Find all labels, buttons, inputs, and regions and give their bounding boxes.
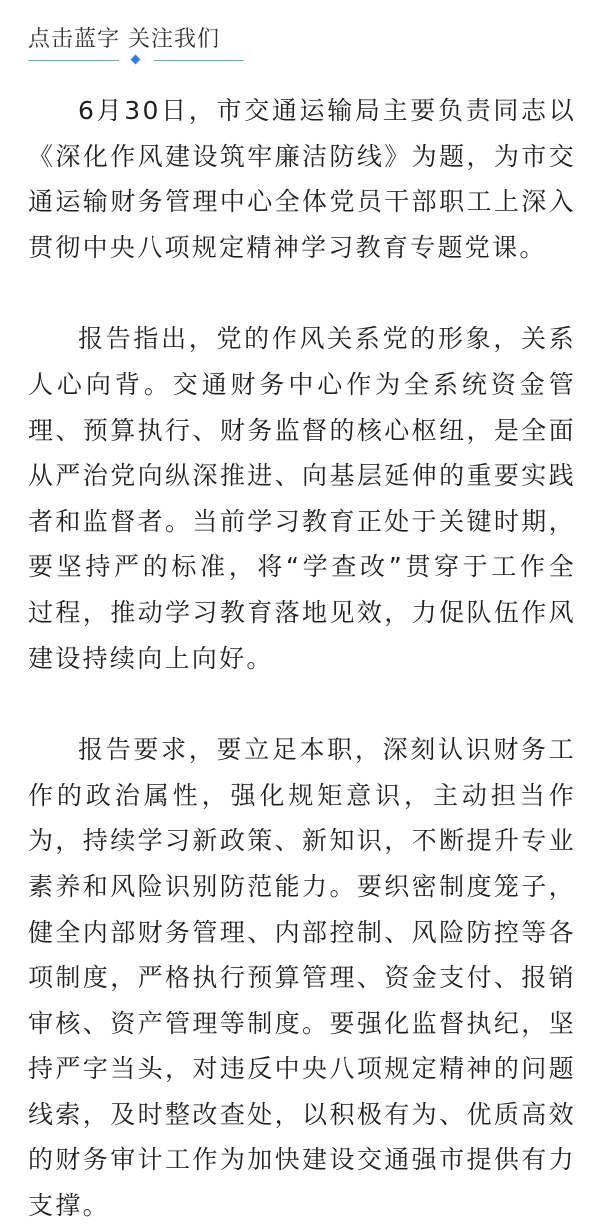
article-paragraph-1: 6月30日，市交通运输局主要负责同志以《深化作风建设筑牢廉洁防线》为题，为市交通运输财务管理中心全体党员干部职工上深入贯彻中央八项规定精神学习教育专题党课。	[28, 96, 576, 262]
header-divider-right	[154, 60, 244, 61]
follow-prompt-text[interactable]: 点击蓝字 关注我们	[28, 27, 220, 52]
follow-header[interactable]	[28, 10, 244, 70]
article-paragraph-2: 报告指出，党的作风关系党的形象，关系人心向背。交通财务中心作为全系统资金管理、预算执行、财务监督的核心枢纽，是全面从严治党向纵深推进、向基层延伸的重要实践者和监督者。当前学习教育正处于关键时期，要坚持严的标准，将“学查改”贯穿于工作全过程，推动学习教育落地见效，力促队伍作风建设持续向上向好。	[28, 324, 576, 673]
header-divider-left	[28, 60, 119, 61]
article-paragraph-3: 报告要求，要立足本职，深刻认识财务工作的政治属性，强化规矩意识，主动担当作为，持续学习新政策、新知识，不断提升专业素养和风险识别防范能力。要织密制度笼子，健全内部财务管理、内部控制、风险防控等各项制度，严格执行预算管理、资金支付、报销审核、资产管理等制度。要强化监督执纪，坚持严字当头，对违反中央八项规定精神的问题线索，及时整改查处，以积极有为、优质高效的财务审计工作为加快建设交通强市提供有力支撑。	[28, 735, 576, 1221]
diamond-icon	[131, 55, 141, 65]
article-body	[28, 88, 576, 1229]
